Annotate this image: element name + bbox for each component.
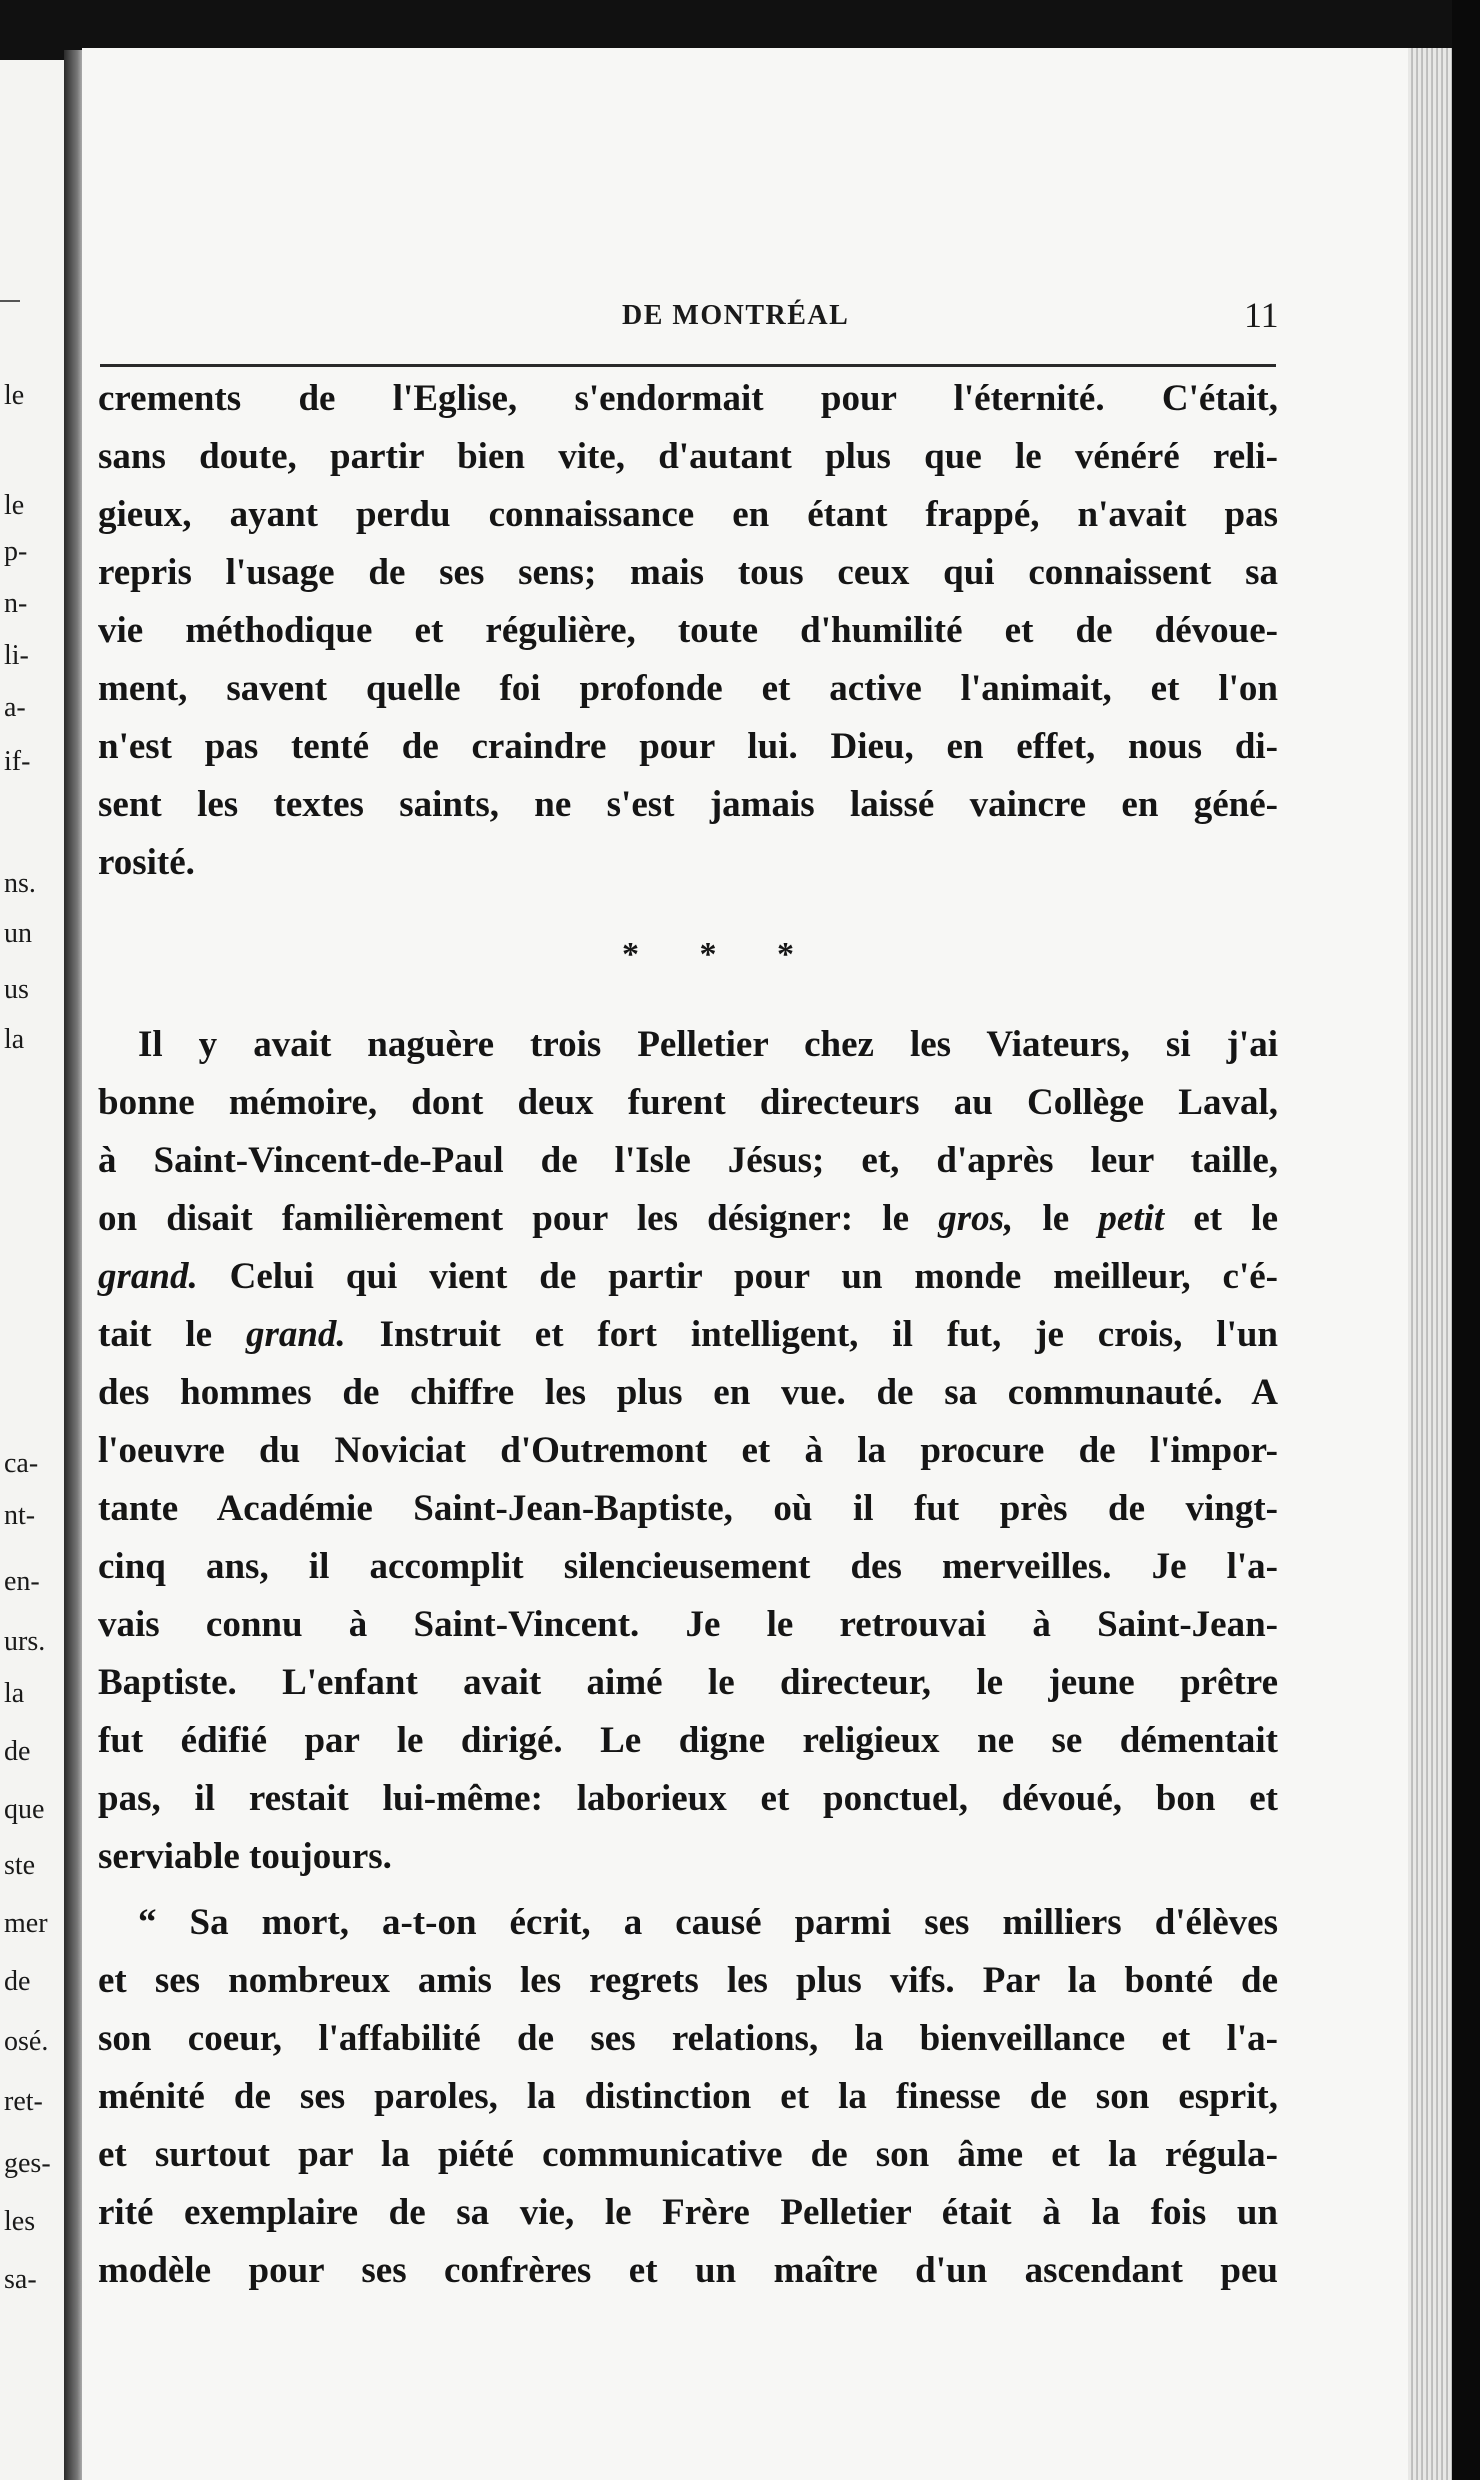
text-line: n'est pas tenté de craindre pour lui. Dieu, en effet, nous di- xyxy=(98,726,1278,767)
text-run: le xyxy=(1013,1198,1099,1239)
prev-fragment: li- xyxy=(4,640,29,671)
prev-fragment: de xyxy=(4,1736,31,1767)
text-line: “ Sa mort, a-t-on écrit, a causé parmi ses milliers d'élèves xyxy=(138,1902,1278,1943)
prev-fragment: le xyxy=(4,490,25,521)
prev-fragment: if- xyxy=(4,746,31,777)
text-line: et ses nombreux amis les regrets les plus vifs. Par la bonté de xyxy=(98,1960,1278,2001)
paragraph-3 xyxy=(98,1894,1278,2300)
scan-border xyxy=(1452,0,1480,2480)
text-line-with-italics xyxy=(98,1248,1278,1306)
text-run: tait le xyxy=(98,1314,246,1355)
text-line: son coeur, l'affabilité de ses relations, la bienveillance et l'a- xyxy=(98,2018,1278,2059)
text-line: repris l'usage de ses sens; mais tous ceux qui connaissent sa xyxy=(98,552,1278,593)
prev-fragment: n- xyxy=(4,588,28,619)
text-line: ment, savent quelle foi profonde et active l'animait, et l'on xyxy=(98,668,1278,709)
text-line: modèle pour ses confrères et un maître d'un ascendant peu xyxy=(98,2250,1278,2291)
text-line: vie méthodique et régulière, toute d'humilité et de dévoue- xyxy=(98,610,1278,651)
italic-word-grand: grand. xyxy=(245,1314,346,1355)
prev-fragment: osé. xyxy=(4,2026,49,2057)
prev-fragment: ns. xyxy=(4,868,36,899)
prev-fragment: urs. xyxy=(4,1626,46,1657)
prev-fragment: en- xyxy=(4,1566,40,1597)
previous-page-rule xyxy=(0,300,20,302)
text-line: Il y avait naguère trois Pelletier chez les Viateurs, si j'ai xyxy=(138,1024,1278,1065)
prev-fragment: que xyxy=(4,1794,45,1825)
italic-word-gros: gros, xyxy=(938,1198,1014,1239)
italic-word-grand: grand. xyxy=(98,1256,198,1297)
text-line: gieux, ayant perdu connaissance en étant frappé, n'avait pas xyxy=(98,494,1278,535)
prev-fragment: un xyxy=(4,918,32,949)
text-run: et le xyxy=(1164,1198,1279,1239)
prev-fragment: la xyxy=(4,1024,25,1055)
text-line: vais connu à Saint-Vincent. Je le retrouvai à Saint-Jean- xyxy=(98,1604,1278,1645)
prev-fragment: mer xyxy=(4,1908,48,1939)
prev-fragment: ret- xyxy=(4,2086,43,2117)
paragraph-2 xyxy=(98,1016,1278,1886)
page-edges xyxy=(1408,48,1455,2480)
text-line: Baptiste. L'enfant avait aimé le directeur, le jeune prêtre xyxy=(98,1662,1278,1703)
prev-fragment: a- xyxy=(4,692,26,723)
running-head: DE MONTRÉAL xyxy=(622,300,850,331)
text-run: Celui qui vient de partir pour un monde meilleur, c'é- xyxy=(197,1256,1278,1297)
text-line: ménité de ses paroles, la distinction et la finesse de son esprit, xyxy=(98,2076,1278,2117)
prev-fragment: ges- xyxy=(4,2148,51,2179)
text-line: fut édifié par le dirigé. Le digne religieux ne se démentait xyxy=(98,1720,1278,1761)
text-run: on disait familièrement pour les désigner: le xyxy=(98,1198,939,1239)
text-run: Instruit et fort intelligent, il fut, je crois, l'un xyxy=(345,1314,1279,1355)
text-line: cinq ans, il accomplit silencieusement des merveilles. Je l'a- xyxy=(98,1546,1278,1587)
paragraph-1 xyxy=(98,370,1278,892)
text-line: pas, il restait lui-même: laborieux et ponctuel, dévoué, bon et xyxy=(98,1778,1278,1819)
prev-fragment: de xyxy=(4,1966,31,1997)
previous-page-edge xyxy=(0,60,70,2480)
text-line: bonne mémoire, dont deux furent directeurs au Collège Laval, xyxy=(98,1082,1278,1123)
prev-fragment: p- xyxy=(4,536,28,567)
text-line: des hommes de chiffre les plus en vue. de sa communauté. A xyxy=(98,1372,1278,1413)
book-page xyxy=(82,48,1408,2480)
prev-fragment: nt- xyxy=(4,1500,36,1531)
prev-fragment: les xyxy=(4,2206,36,2237)
prev-fragment: ca- xyxy=(4,1448,39,1479)
italic-word-petit: petit xyxy=(1098,1198,1165,1239)
prev-fragment: le xyxy=(4,380,25,411)
header-rule xyxy=(100,364,1276,367)
prev-fragment: la xyxy=(4,1678,25,1709)
text-line: à Saint-Vincent-de-Paul de l'Isle Jésus; et, d'après leur taille, xyxy=(98,1140,1278,1181)
page-number: 11 xyxy=(1244,295,1279,335)
prev-fragment: sa- xyxy=(4,2264,37,2295)
prev-fragment: ste xyxy=(4,1850,36,1881)
text-line: crements de l'Eglise, s'endormait pour l'éternité. C'était, xyxy=(98,378,1278,419)
text-line: serviable toujours. xyxy=(98,1836,392,1877)
text-line: rosité. xyxy=(98,842,195,883)
section-separator: * * * xyxy=(622,936,820,973)
prev-fragment: us xyxy=(4,974,29,1005)
text-line: et surtout par la piété communicative de son âme et la régula- xyxy=(98,2134,1278,2175)
text-line-with-italics xyxy=(98,1190,1278,1248)
text-line: l'oeuvre du Noviciat d'Outremont et à la procure de l'impor- xyxy=(98,1430,1278,1471)
text-line: tante Académie Saint-Jean-Baptiste, où il fut près de vingt- xyxy=(98,1488,1278,1529)
text-line: sans doute, partir bien vite, d'autant plus que le vénéré reli- xyxy=(98,436,1278,477)
text-line: sent les textes saints, ne s'est jamais laissé vaincre en géné- xyxy=(98,784,1278,825)
text-line-with-italics xyxy=(98,1306,1278,1364)
text-line: rité exemplaire de sa vie, le Frère Pelletier était à la fois un xyxy=(98,2192,1278,2233)
